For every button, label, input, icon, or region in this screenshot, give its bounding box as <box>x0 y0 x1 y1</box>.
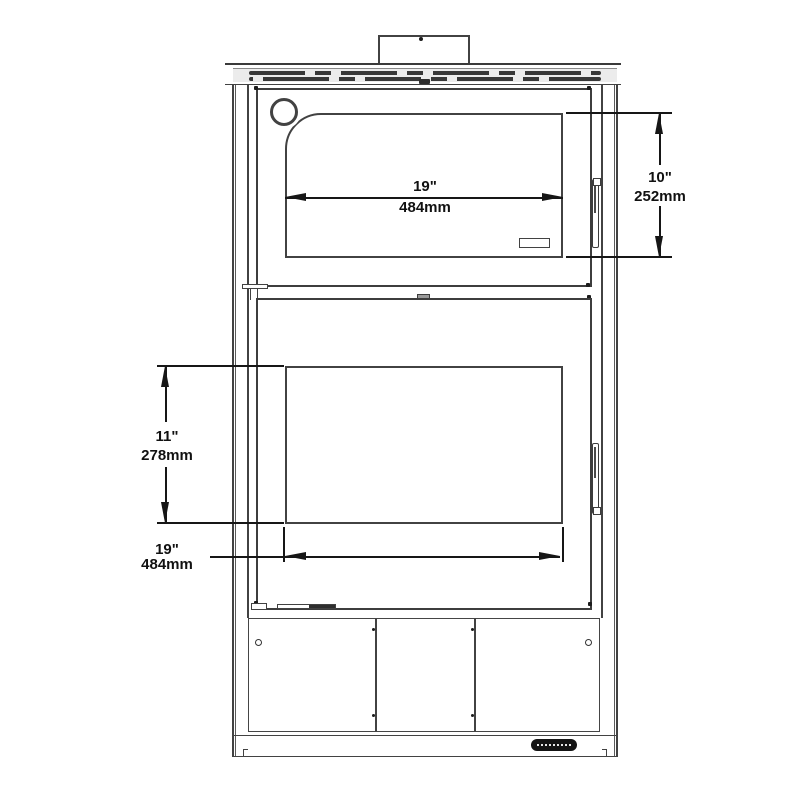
right-side-wall <box>614 85 618 757</box>
left-foot-notch <box>243 749 248 757</box>
arrow-right-icon <box>542 193 563 201</box>
arrow-left-icon <box>285 193 306 201</box>
dim-right-height-metric: 252mm <box>634 188 686 205</box>
right-inner-liner <box>601 85 603 618</box>
lower-door-handle <box>592 443 599 514</box>
control-plate <box>519 238 550 248</box>
lower-door-glass <box>285 366 563 524</box>
rivet-dot <box>372 628 375 631</box>
brand-badge <box>531 739 577 751</box>
hinge-pin-dot <box>254 86 258 90</box>
air-intake-ring <box>270 98 298 126</box>
arrow-left-icon <box>285 552 306 560</box>
arrow-down-icon <box>655 236 663 257</box>
dim-left-ext-bottom <box>157 522 284 524</box>
center-hinge-bracket <box>242 284 268 289</box>
hinge-pin-dot <box>586 283 590 287</box>
screw-icon <box>585 639 592 646</box>
arrow-down-icon <box>161 502 169 523</box>
left-side-wall <box>232 85 236 757</box>
flue-collar <box>378 35 470 65</box>
upper-door-handle <box>592 179 599 248</box>
rivet-dot <box>372 714 375 717</box>
top-center-latch <box>419 79 430 84</box>
hinge-pin-dot <box>588 602 592 606</box>
dim-lower-width-metric: 484mm <box>141 556 193 573</box>
pedestal-divider-right <box>474 618 476 732</box>
flue-collar-dot <box>419 37 423 41</box>
arrow-up-icon <box>655 113 663 134</box>
dim-lower-width-inches: 19" <box>155 541 179 558</box>
pedestal-divider-left <box>375 618 377 732</box>
dim-left-ext-top <box>157 365 284 367</box>
dim-lower-width-line <box>210 556 560 558</box>
arrow-right-icon <box>539 552 560 560</box>
bottom-slide-latch <box>277 604 336 609</box>
dim-upper-width-inches: 19" <box>413 178 437 195</box>
dim-right-height-inches: 10" <box>648 169 672 186</box>
rivet-dot <box>471 628 474 631</box>
arrow-up-icon <box>161 366 169 387</box>
hinge-pin-dot <box>587 86 591 90</box>
vent-slat-row <box>249 71 601 75</box>
pedestal-panel <box>248 618 600 732</box>
screw-icon <box>255 639 262 646</box>
rivet-dot <box>471 714 474 717</box>
left-inner-liner <box>247 85 249 618</box>
dim-upper-width-metric: 484mm <box>399 199 451 216</box>
dim-lower-ext-right <box>562 527 564 562</box>
right-foot-notch <box>602 749 607 757</box>
bottom-left-hinge <box>251 603 267 610</box>
dim-left-height-inches: 11" <box>155 428 179 445</box>
dim-left-height-metric: 278mm <box>141 447 193 464</box>
